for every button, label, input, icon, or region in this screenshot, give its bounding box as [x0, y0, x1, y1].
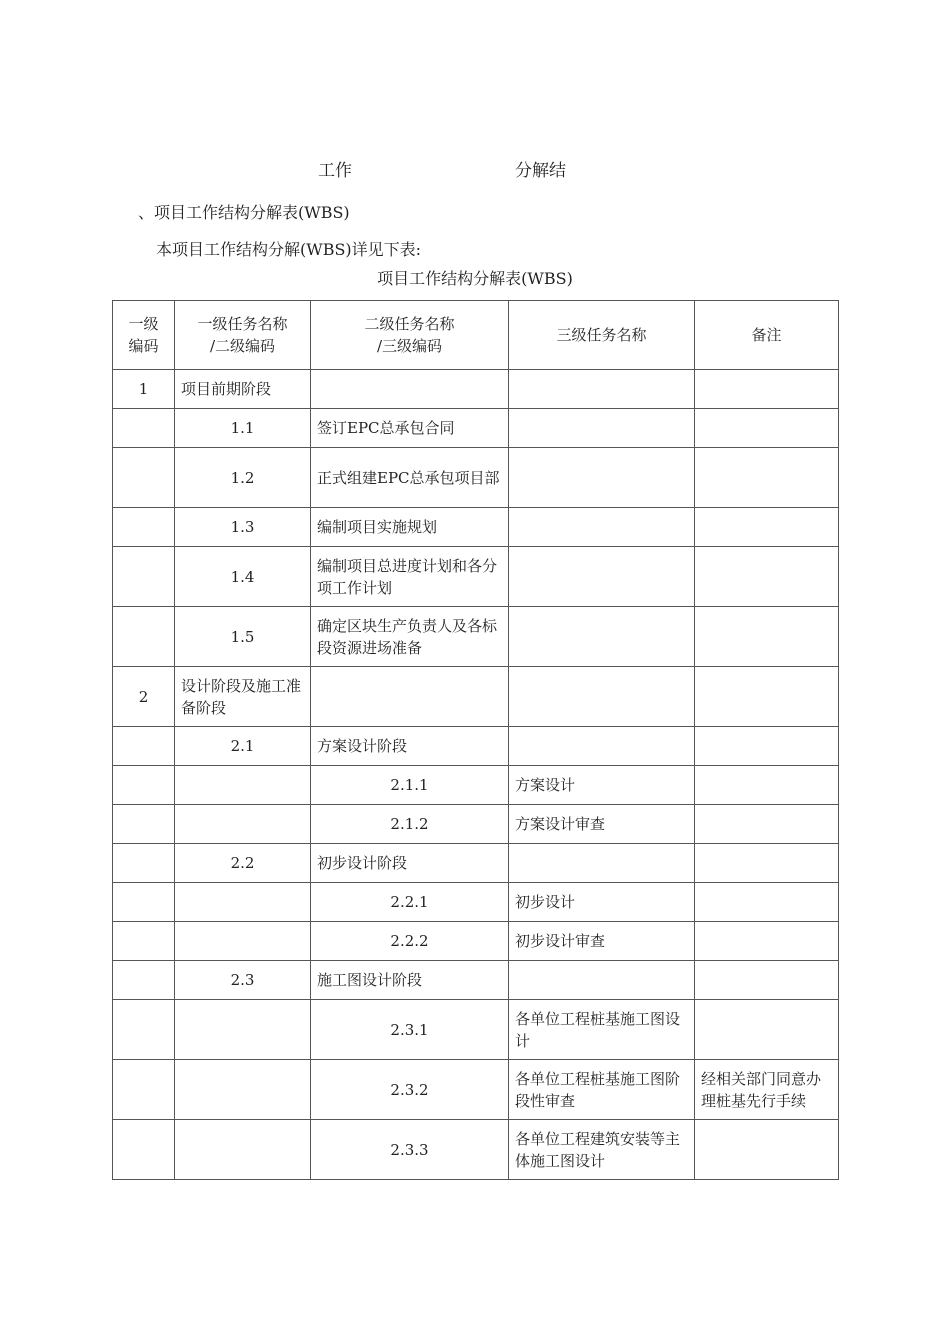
header-level3-name: 三级任务名称 — [509, 301, 695, 370]
cell-level3-code: 2.3.3 — [311, 1120, 509, 1180]
cell-level3-code: 2.3.1 — [311, 1000, 509, 1060]
table-row — [113, 448, 839, 508]
table-row — [113, 844, 839, 883]
cell-remarks — [695, 508, 839, 547]
cell-level2-name: 施工图设计阶段 — [311, 961, 509, 1000]
cell-level3 — [509, 607, 695, 667]
cell-remarks — [695, 766, 839, 805]
cell-level3-code: 2.2.2 — [311, 922, 509, 961]
cell-remarks — [695, 370, 839, 409]
table-row — [113, 766, 839, 805]
cell-level1-code — [113, 961, 175, 1000]
cell-level3-name: 方案设计审查 — [509, 805, 695, 844]
cell-remarks — [695, 547, 839, 607]
cell-level1-code — [113, 1060, 175, 1120]
cell-level3 — [509, 961, 695, 1000]
cell-remarks — [695, 667, 839, 727]
cell-level1-code — [113, 448, 175, 508]
cell-remarks — [695, 1120, 839, 1180]
cell-level1-code — [113, 922, 175, 961]
header-remarks: 备注 — [695, 301, 839, 370]
cell-level1-code: 2 — [113, 667, 175, 727]
cell-level3-name: 各单位工程桩基施工图阶段性审查 — [509, 1060, 695, 1120]
cell-level3-name: 初步设计审查 — [509, 922, 695, 961]
cell-level2-code — [175, 805, 311, 844]
cell-level2 — [311, 370, 509, 409]
header-level1-code: 一级 编码 — [113, 301, 175, 370]
cell-level1-code: 1 — [113, 370, 175, 409]
cell-level1-name: 设计阶段及施工准备阶段 — [175, 667, 311, 727]
cell-remarks — [695, 805, 839, 844]
cell-remarks — [695, 448, 839, 508]
cell-level2-name: 初步设计阶段 — [311, 844, 509, 883]
cell-level2-code — [175, 1000, 311, 1060]
table-row — [113, 727, 839, 766]
cell-level2-code: 2.1 — [175, 727, 311, 766]
intro-text: 本项目工作结构分解(WBS)详见下表: — [156, 240, 422, 259]
cell-level3-name: 各单位工程建筑安装等主体施工图设计 — [509, 1120, 695, 1180]
header-row — [113, 301, 839, 370]
cell-level2-code — [175, 1060, 311, 1120]
cell-level2-name: 确定区块生产负责人及各标段资源进场准备 — [311, 607, 509, 667]
cell-level3 — [509, 370, 695, 409]
table-row — [113, 667, 839, 727]
cell-level3-code: 2.3.2 — [311, 1060, 509, 1120]
cell-level2-code — [175, 766, 311, 805]
cell-remarks — [695, 409, 839, 448]
wbs-table — [112, 300, 839, 1180]
cell-level1-code — [113, 409, 175, 448]
cell-level1-code — [113, 883, 175, 922]
cell-level2-code: 1.2 — [175, 448, 311, 508]
cell-level2-name: 编制项目总进度计划和各分项工作计划 — [311, 547, 509, 607]
cell-level3 — [509, 508, 695, 547]
cell-level3 — [509, 727, 695, 766]
table-row — [113, 805, 839, 844]
table-caption: 项目工作结构分解表(WBS) — [377, 269, 573, 288]
cell-level2-name: 方案设计阶段 — [311, 727, 509, 766]
cell-level1-code — [113, 805, 175, 844]
cell-level1-code — [113, 547, 175, 607]
cell-level2-code — [175, 922, 311, 961]
cell-level1-code — [113, 1000, 175, 1060]
cell-remarks — [695, 727, 839, 766]
cell-level1-code — [113, 607, 175, 667]
cell-level3-name: 各单位工程桩基施工图设计 — [509, 1000, 695, 1060]
cell-level1-code — [113, 727, 175, 766]
table-row — [113, 1120, 839, 1180]
cell-remarks — [695, 607, 839, 667]
section-heading: 、项目工作结构分解表(WBS) — [138, 203, 350, 222]
table-row — [113, 607, 839, 667]
cell-level2-code: 1.1 — [175, 409, 311, 448]
table-row — [113, 961, 839, 1000]
cell-level2 — [311, 667, 509, 727]
cell-level2-code: 1.3 — [175, 508, 311, 547]
cell-level2-code: 1.5 — [175, 607, 311, 667]
cell-level2-name: 签订EPC总承包合同 — [311, 409, 509, 448]
header-level1-name: 一级任务名称 /二级编码 — [175, 301, 311, 370]
cell-level2-code: 2.3 — [175, 961, 311, 1000]
cell-level3-code: 2.1.1 — [311, 766, 509, 805]
cell-remarks: 经相关部门同意办理桩基先行手续 — [695, 1060, 839, 1120]
cell-level3 — [509, 844, 695, 883]
cell-remarks — [695, 844, 839, 883]
table-row — [113, 547, 839, 607]
cell-remarks — [695, 922, 839, 961]
cell-level1-name: 项目前期阶段 — [175, 370, 311, 409]
cell-level3 — [509, 448, 695, 508]
cell-level3 — [509, 547, 695, 607]
cell-level2-code: 2.2 — [175, 844, 311, 883]
title-left: 工作 — [318, 161, 352, 181]
cell-level3 — [509, 409, 695, 448]
cell-level2-code — [175, 1120, 311, 1180]
cell-level1-code — [113, 1120, 175, 1180]
cell-level1-code — [113, 766, 175, 805]
table-row — [113, 370, 839, 409]
table-row — [113, 1000, 839, 1060]
table-row — [113, 883, 839, 922]
cell-level3 — [509, 667, 695, 727]
cell-level2-code — [175, 883, 311, 922]
cell-level2-name: 编制项目实施规划 — [311, 508, 509, 547]
cell-level3-code: 2.2.1 — [311, 883, 509, 922]
cell-level3-code: 2.1.2 — [311, 805, 509, 844]
table-row — [113, 1060, 839, 1120]
table-row — [113, 922, 839, 961]
table-row — [113, 508, 839, 547]
title-right: 分解结 — [515, 161, 566, 181]
table-row — [113, 409, 839, 448]
cell-level3-name: 方案设计 — [509, 766, 695, 805]
header-level2-name: 二级任务名称 /三级编码 — [311, 301, 509, 370]
cell-level2-name: 正式组建EPC总承包项目部 — [311, 448, 509, 508]
cell-level1-code — [113, 844, 175, 883]
cell-remarks — [695, 1000, 839, 1060]
cell-remarks — [695, 961, 839, 1000]
cell-level2-code: 1.4 — [175, 547, 311, 607]
cell-remarks — [695, 883, 839, 922]
cell-level1-code — [113, 508, 175, 547]
cell-level3-name: 初步设计 — [509, 883, 695, 922]
